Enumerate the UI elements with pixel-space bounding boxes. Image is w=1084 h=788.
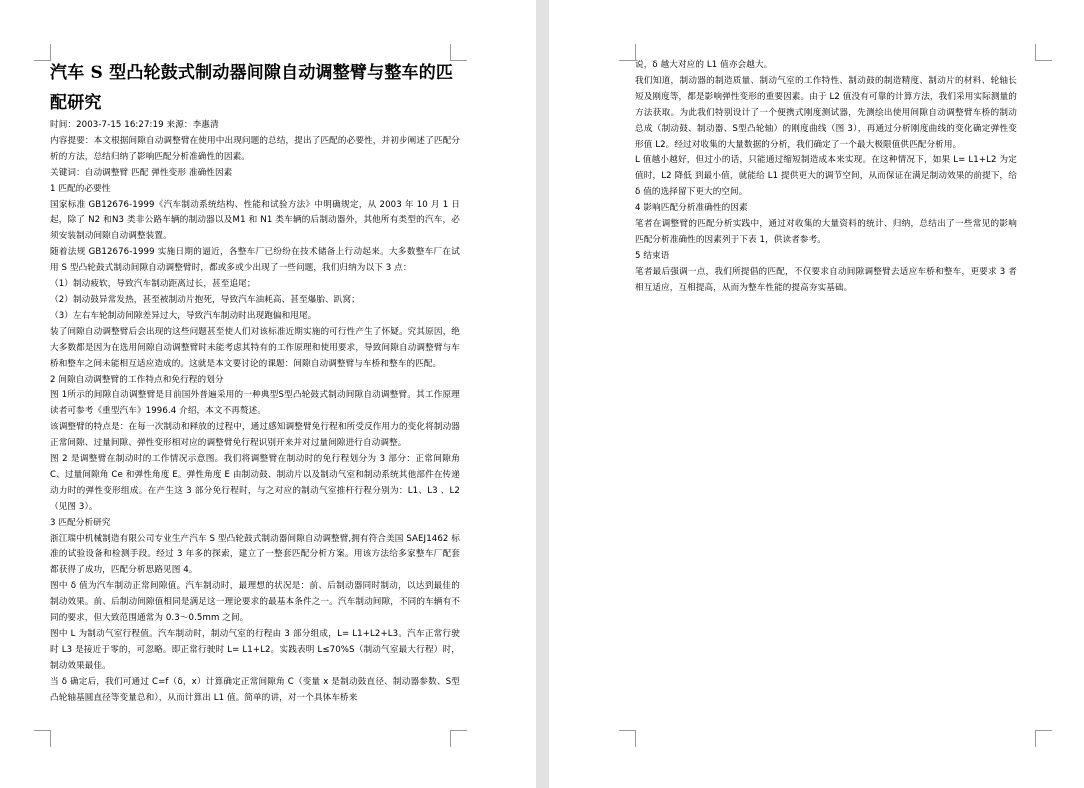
paragraph: 图 1所示的间隙自动调整臂是目前国外普遍采用的一种典型S型凸轮鼓式制动间隙自动调整臂。其工作原理读者可参考《重型汽车》1996.4 介绍，本文不再赘述。 xyxy=(50,390,460,417)
margin-mark-top-left xyxy=(34,44,51,61)
margin-mark-bottom-left xyxy=(34,730,51,747)
paragraph: 4 影响匹配分析准确性的因素 xyxy=(635,203,748,214)
page-gutter xyxy=(536,0,549,788)
paragraph: 5 结束语 xyxy=(635,250,670,261)
paragraph: 图 2 是调整臂在制动时的工作情况示意图。我们将调整臂在制动时的免行程划分为 3 部分：正常间隙角 C、过量间隙角 Ce 和弹性角度 E。弹性角度 E 由制动鼓、制动片以及制动气室和制动系统其他部件在传递动力时的弹性变形组成。在产生这 3 部分免行程时，与之对应的制动气室推杆行程分别为：L1、L3 、L2 （见图 3）。 xyxy=(50,454,460,512)
paragraph: 该调整臂的特点是：在每一次制动和释放的过程中，通过感知调整臂免行程和所受反作用力的变化将制动器正常间隙、过量间隙、弹性变形相对应的调整臂免行程识别开来并对过量间隙进行自动调整。 xyxy=(50,422,460,449)
margin-mark-bottom-left xyxy=(619,730,636,747)
paragraph: 内容提要：本文根据间隙自动调整臂在使用中出现问题的总结，提出了匹配的必要性，并初步阐述了匹配分析的方法，总结归纳了影响匹配分析准确性的因素。 xyxy=(50,135,460,162)
margin-mark-top-left xyxy=(619,44,636,61)
margin-mark-bottom-right xyxy=(1035,730,1052,747)
paragraph: 时间：2003-7-15 16:27:19 来源：李惠清 xyxy=(50,120,219,130)
paragraph: 图中 L 为制动气室行程值。汽车制动时，制动气室的行程由 3 部分组成，L= L1+L2+L3。汽车正常行驶时 L3 是接近于零的，可忽略。即正常行驶时 L= L1+L2。实践表明 L≤70%S（制动气室最大行程）时，制动效果最佳。 xyxy=(50,629,460,671)
page-right xyxy=(549,0,1084,788)
paragraph: 笔者在调整臂的匹配分析实践中，通过对收集的大量资料的统计、归纳，总结出了一些常见的影响匹配分析准确性的因素列于下表 1，供读者参考。 xyxy=(635,219,1017,245)
paragraph: 随着法规 GB12676-1999 实施日期的逼近，各整车厂已纷纷在技术储备上行动起来。大多数整车厂在试用 S 型凸轮鼓式制动间隙自动调整臂时，都或多或少出现了一些问题，我们归纳为以下 3 点： xyxy=(50,247,460,274)
text-column-right xyxy=(635,58,1017,297)
paragraph: 当 δ 确定后，我们可通过 C=f（δ，x）计算确定正常间隙角 C（变量 x 是制动鼓直径、制动器参数、S型凸轮轴基圆直径等变量总和），从而计算出 L1 值。简单的讲，对一个具体车桥来 xyxy=(50,676,460,703)
margin-mark-bottom-right xyxy=(450,730,467,747)
paragraph: 我们知道，制动器的制造质量、制动气室的工作特性、制动鼓的制造精度、制动片的材料、轮轴长短及刚度等，都是影响弹性变形的重要因素。由于 L2 值没有可靠的计算方法，我们采用实际测量的方法获取。为此我们特别设计了一个便携式刚度测试器，先测绘出使用间隙自动调整臂车桥的制动总成（制动鼓、制动器、S型凸轮轴）的刚度曲线（图 3），再通过分析刚度曲线的变化确定弹性变形值 L2。经过对收集的大量数据的分析，我们确定了一个最大极限值供匹配分析用。 xyxy=(635,75,1017,150)
paragraph: 图中 δ 值为汽车制动正常间隙值。汽车制动时，最理想的状况是：前、后制动器同时制动，以达到最佳的制动效果。前、后制动间隙值相同是满足这一理论要求的最基本条件之一。汽车制动间隙，不同的车辆有不同的要求，但大致范围通常为 0.3～0.5mm 之间。 xyxy=(50,581,460,624)
paragraph: 关键词：自动调整臂 匹配 弹性变形 准确性因素 xyxy=(50,167,233,178)
paragraph: （1）制动疲软，导致汽车制动距离过长，甚至追尾； xyxy=(50,279,256,290)
paragraph: （3）左右车轮制动间隙差异过大，导致汽车制动时出现跑偏和甩尾。 xyxy=(50,310,317,321)
paragraph: L 值越小越好，但过小的话，只能通过缩短制造成本来实现。在这种情况下，如果 L= L1+L2 为定值时，L2 降低 到最小值，就能给 L1 提供更大的调节空间，从而保证在满足制动效果的前提下，给 δ 值的选择留下更大的空间。 xyxy=(635,155,1017,198)
document-title: 汽车 S 型凸轮鼓式制动器间隙自动调整臂与整车的匹配研究 xyxy=(50,63,454,113)
paragraph: 1 匹配的必要性 xyxy=(50,183,111,194)
text-column-left xyxy=(50,58,460,707)
paragraph: 浙江瑞中机械制造有限公司专业生产汽车 S 型凸轮鼓式制动器间隙自动调整臂,拥有符合美国 SAEJ1462 标准的试验设备和检测手段。经过 3 年多的探索，建立了一整套匹配分析方案。用该方法给多家整车厂配套都获得了成功，匹配分析思路见图 4。 xyxy=(50,533,460,576)
paragraph: 说，δ 越大对应的 L1 值亦会越大。 xyxy=(635,60,773,70)
margin-mark-top-right xyxy=(1035,44,1052,61)
paragraph: 国家标准 GB12676-1999《汽车制动系统结构、性能和试验方法》中明确规定，从 2003 年 10 月 1 日起，除了 N2 和N3 类非公路车辆的制动器以及M1 和 N1 类车辆的后制动器外，其他所有类型的汽车，必须安装制动间隙自动调整装置。 xyxy=(50,199,460,242)
paragraph: 2 间隙自动调整臂的工作特点和免行程的划分 xyxy=(50,374,224,385)
paragraph: （2）制动鼓异常发热，甚至被制动片抱死，导致汽车油耗高、甚至爆胎、趴窝； xyxy=(50,294,360,305)
page-left xyxy=(0,0,536,788)
paragraph: 3 匹配分析研究 xyxy=(50,517,111,528)
paragraph: 装了间隙自动调整臂后会出现的这些问题甚至使人们对该标准近期实施的可行性产生了怀疑。究其原因，绝大多数都是因为在选用间隙自动调整臂时未能考虑其特有的工作原理和使用要求，导致间隙自动调整臂与车桥和整车之间未能相互适应造成的。这就是本文要讨论的课题：间隙自动调整臂与车桥和整车的匹配。 xyxy=(50,326,460,369)
paragraph: 笔者最后强调一点，我们所提倡的匹配，不仅要求自动间隙调整臂去适应车桥和整车，更要求 3 者相互适应，互相提高，从而为整车性能的提高夯实基础。 xyxy=(635,266,1017,293)
